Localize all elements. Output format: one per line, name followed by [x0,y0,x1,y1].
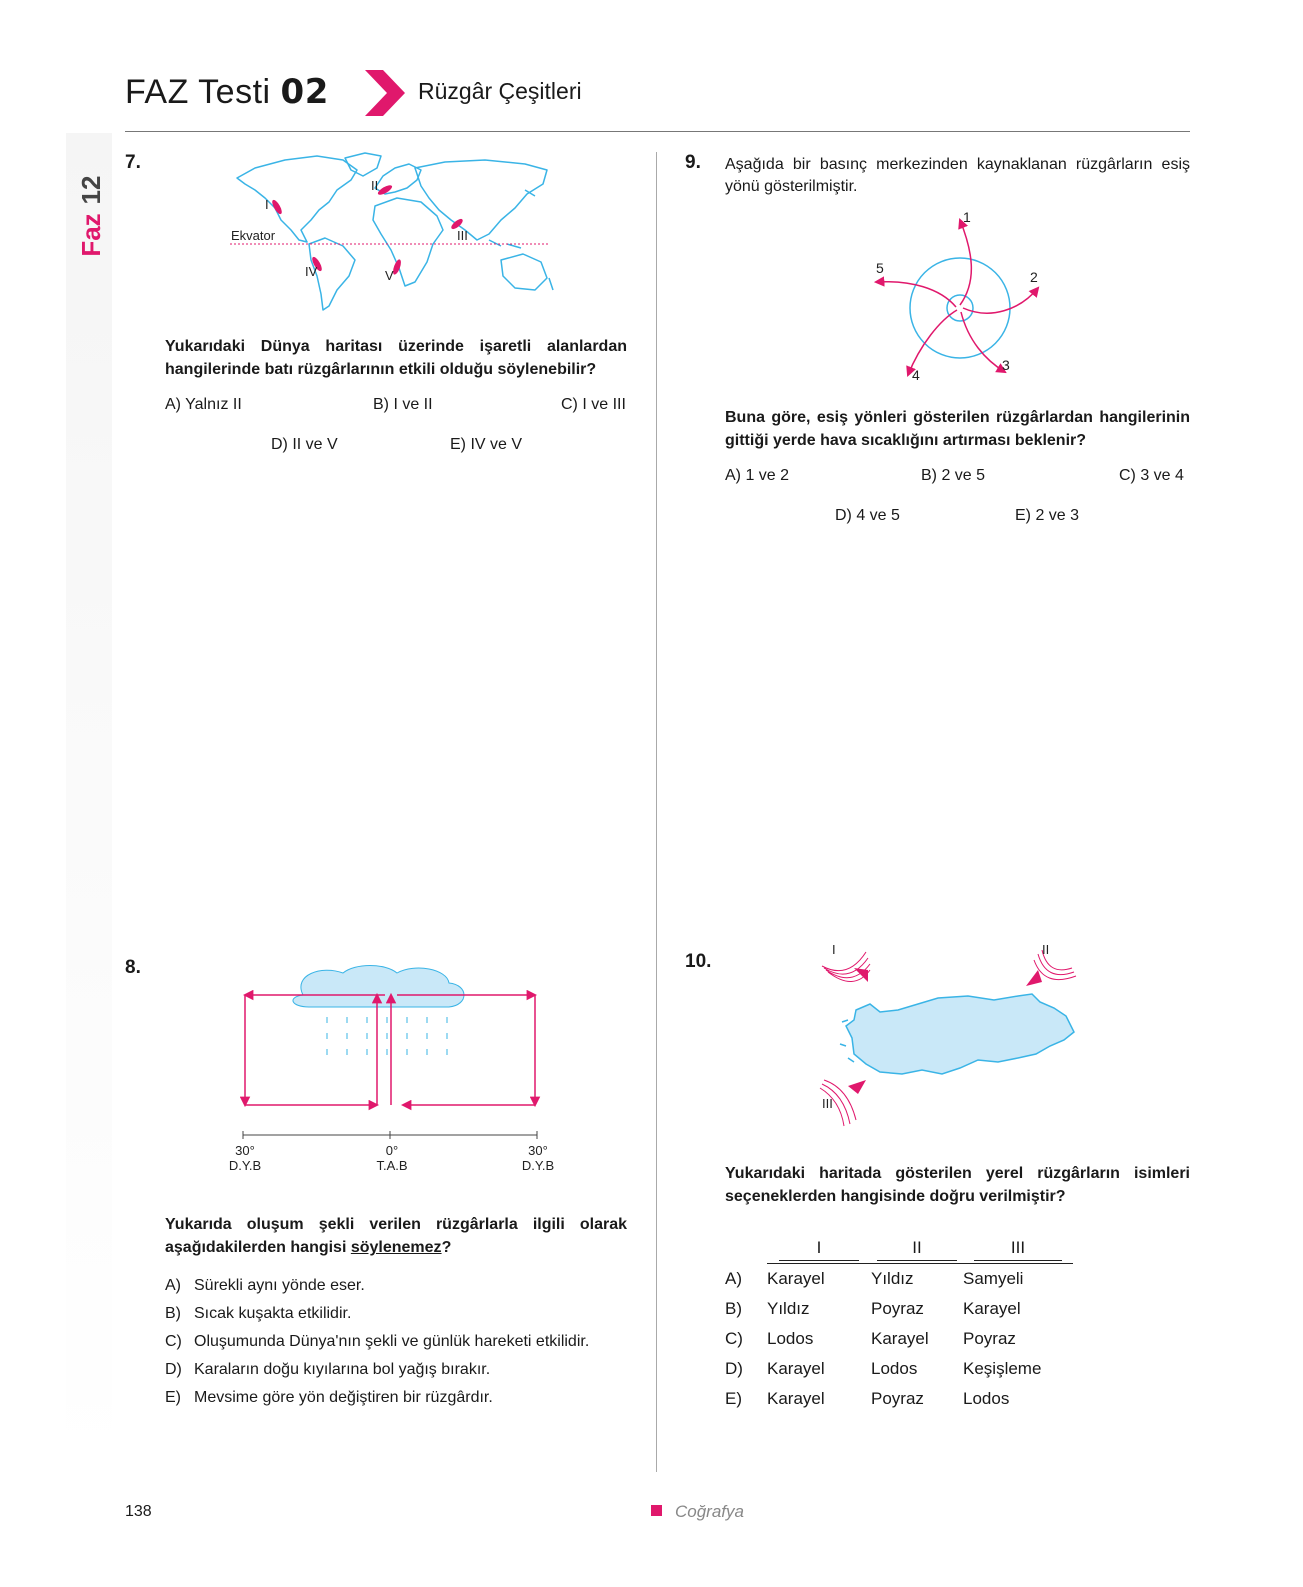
question-10-number: 10. [685,951,712,972]
question-9-text: Buna göre, esiş yönleri gösterilen rüzgârlardan hangilerinin gittiği yerde hava sıcaklığını artırması beklenir? [725,409,1190,449]
turkey-map [818,942,1098,1140]
side-tab-label: Faz [76,213,106,257]
pressure-center-diagram [860,210,1050,390]
wind-ii-lines [1034,950,1076,980]
axis-left-name: D.Y.B [228,1158,262,1173]
table-row-a[interactable]: A) Karayel Yıldız Samyeli [725,1269,1024,1288]
side-tab-number: 12 [76,175,106,205]
question-8-number: 8. [125,957,141,978]
cloud-shape [293,966,464,1008]
q8-option-c[interactable]: C) Oluşumunda Dünya'nın şekli ve günlük hareketi etkilidir. [165,1333,590,1350]
turkey-outline [846,994,1074,1074]
marker-iii-label: III [457,228,468,243]
q9-option-c[interactable]: C) 3 ve 4 [1119,467,1184,484]
q8-option-b[interactable]: B) Sıcak kuşakta etkilidir. [165,1305,352,1322]
equator-label: Ekvator [231,228,276,243]
wind-i-lines [822,952,870,982]
question-9-number: 9. [685,152,701,173]
q7-option-e[interactable]: E) IV ve V [450,436,523,453]
arrow-label-4: 4 [912,367,920,383]
wind-arrow-3 [961,312,1005,372]
page-number: 138 [125,1503,152,1520]
side-band [66,133,112,1468]
q8-option-a[interactable]: A) Sürekli aynı yönde eser. [165,1277,365,1294]
q8-option-e[interactable]: E) Mevsime göre yön değiştiren bir rüzgârdır. [165,1389,493,1406]
axis-left-degree: 30° [235,1143,255,1158]
axis-mid-name: T.A.B [376,1158,408,1173]
page-subtitle: Rüzgâr Çeşitleri [418,78,582,104]
page-title: FAZ Testi 02 [125,72,329,112]
side-tab [64,150,114,260]
axis-mid-degree: 0° [385,1143,399,1158]
rain-drops [327,1017,447,1055]
wind-iii-label: III [822,1096,833,1111]
inner-isobar [947,295,973,321]
table-row-e[interactable]: E) Karayel Poyraz Lodos [725,1389,1010,1408]
q9-option-a[interactable]: A) 1 ve 2 [725,467,790,484]
q7-option-c[interactable]: C) I ve III [561,396,626,413]
table-header-ii: II [877,1238,957,1261]
question-7-number: 7. [125,152,141,173]
wind-ii-label: II [1042,942,1050,957]
q9-option-d[interactable]: D) 4 ve 5 [835,507,900,524]
table-row-b[interactable]: B) Yıldız Poyraz Karayel [725,1299,1021,1318]
australia-outline [501,254,547,290]
world-map [225,150,570,315]
question-7-text: Yukarıdaki Dünya haritası üzerinde işaretli alanlardan hangilerinde batı rüzgârlarının etkili olduğu söylenebilir? [165,338,627,378]
wind-iii-arrow [848,1080,866,1094]
asia-outline [415,160,547,240]
marker-i-label: I [265,197,269,212]
q9-option-b[interactable]: B) 2 ve 5 [921,467,986,484]
marker-ii-label: II [371,178,379,193]
arrow-label-5: 5 [876,260,884,276]
table-header [725,1238,1073,1264]
wind-arrow-5 [876,282,956,307]
islands-outline [489,190,553,290]
question-8-text: Yukarıda oluşum şekli verilen rüzgârlarla ilgili olarak aşağıdakilerden hangisi söylenemez? [165,1216,627,1256]
axis-right-degree: 30° [528,1143,548,1158]
question-10-text: Yukarıdaki haritada gösterilen yerel rüzgârların isimleri seçeneklerden hangisinde doğru verilmiştir? [725,1165,1190,1205]
wind-arrow-1 [960,220,971,305]
table-row-c[interactable]: C) Lodos Karayel Poyraz [725,1329,1016,1348]
marker-iv-label: IV [305,264,318,279]
q8-option-d[interactable]: D) Karaların doğu kıyılarına bol yağış bırakır. [165,1361,491,1378]
question-9-intro: Aşağıda bir basınç merkezinden kaynaklanan rüzgârların esiş yönü gösterilmiştir. [725,156,1190,195]
column-divider [656,152,657,1472]
arrow-label-2: 2 [1030,269,1038,285]
table-row-d[interactable]: D) Karayel Lodos Keşişleme [725,1359,1042,1378]
arrow-label-3: 3 [1002,357,1010,373]
q7-option-b[interactable]: B) I ve II [373,396,433,413]
question-8-options [165,1272,645,1412]
wind-i-arrow [854,968,868,982]
arrow-label-1: 1 [963,209,971,225]
table-header-i: I [779,1238,859,1261]
axis-right-name: D.Y.B [521,1158,555,1173]
q9-option-e[interactable]: E) 2 ve 3 [1015,507,1080,524]
wind-arrow-4 [908,310,957,375]
chevron-right-icon [365,70,405,116]
trade-wind-diagram [225,965,580,1195]
question-10-table [725,1238,1073,1414]
africa-outline [373,198,443,286]
wind-ii-arrow [1026,970,1042,986]
wind-arrow-2 [963,288,1038,313]
marker-v-label: V [385,268,394,283]
footer-subject: Coğrafya [675,1502,744,1521]
q7-option-a[interactable]: A) Yalnız II [165,396,242,413]
table-header-iii: III [974,1238,1062,1261]
q7-option-d[interactable]: D) II ve V [271,436,338,453]
header-divider [125,131,1190,132]
wind-i-label: I [832,942,836,957]
footer-square-icon [651,1505,662,1516]
